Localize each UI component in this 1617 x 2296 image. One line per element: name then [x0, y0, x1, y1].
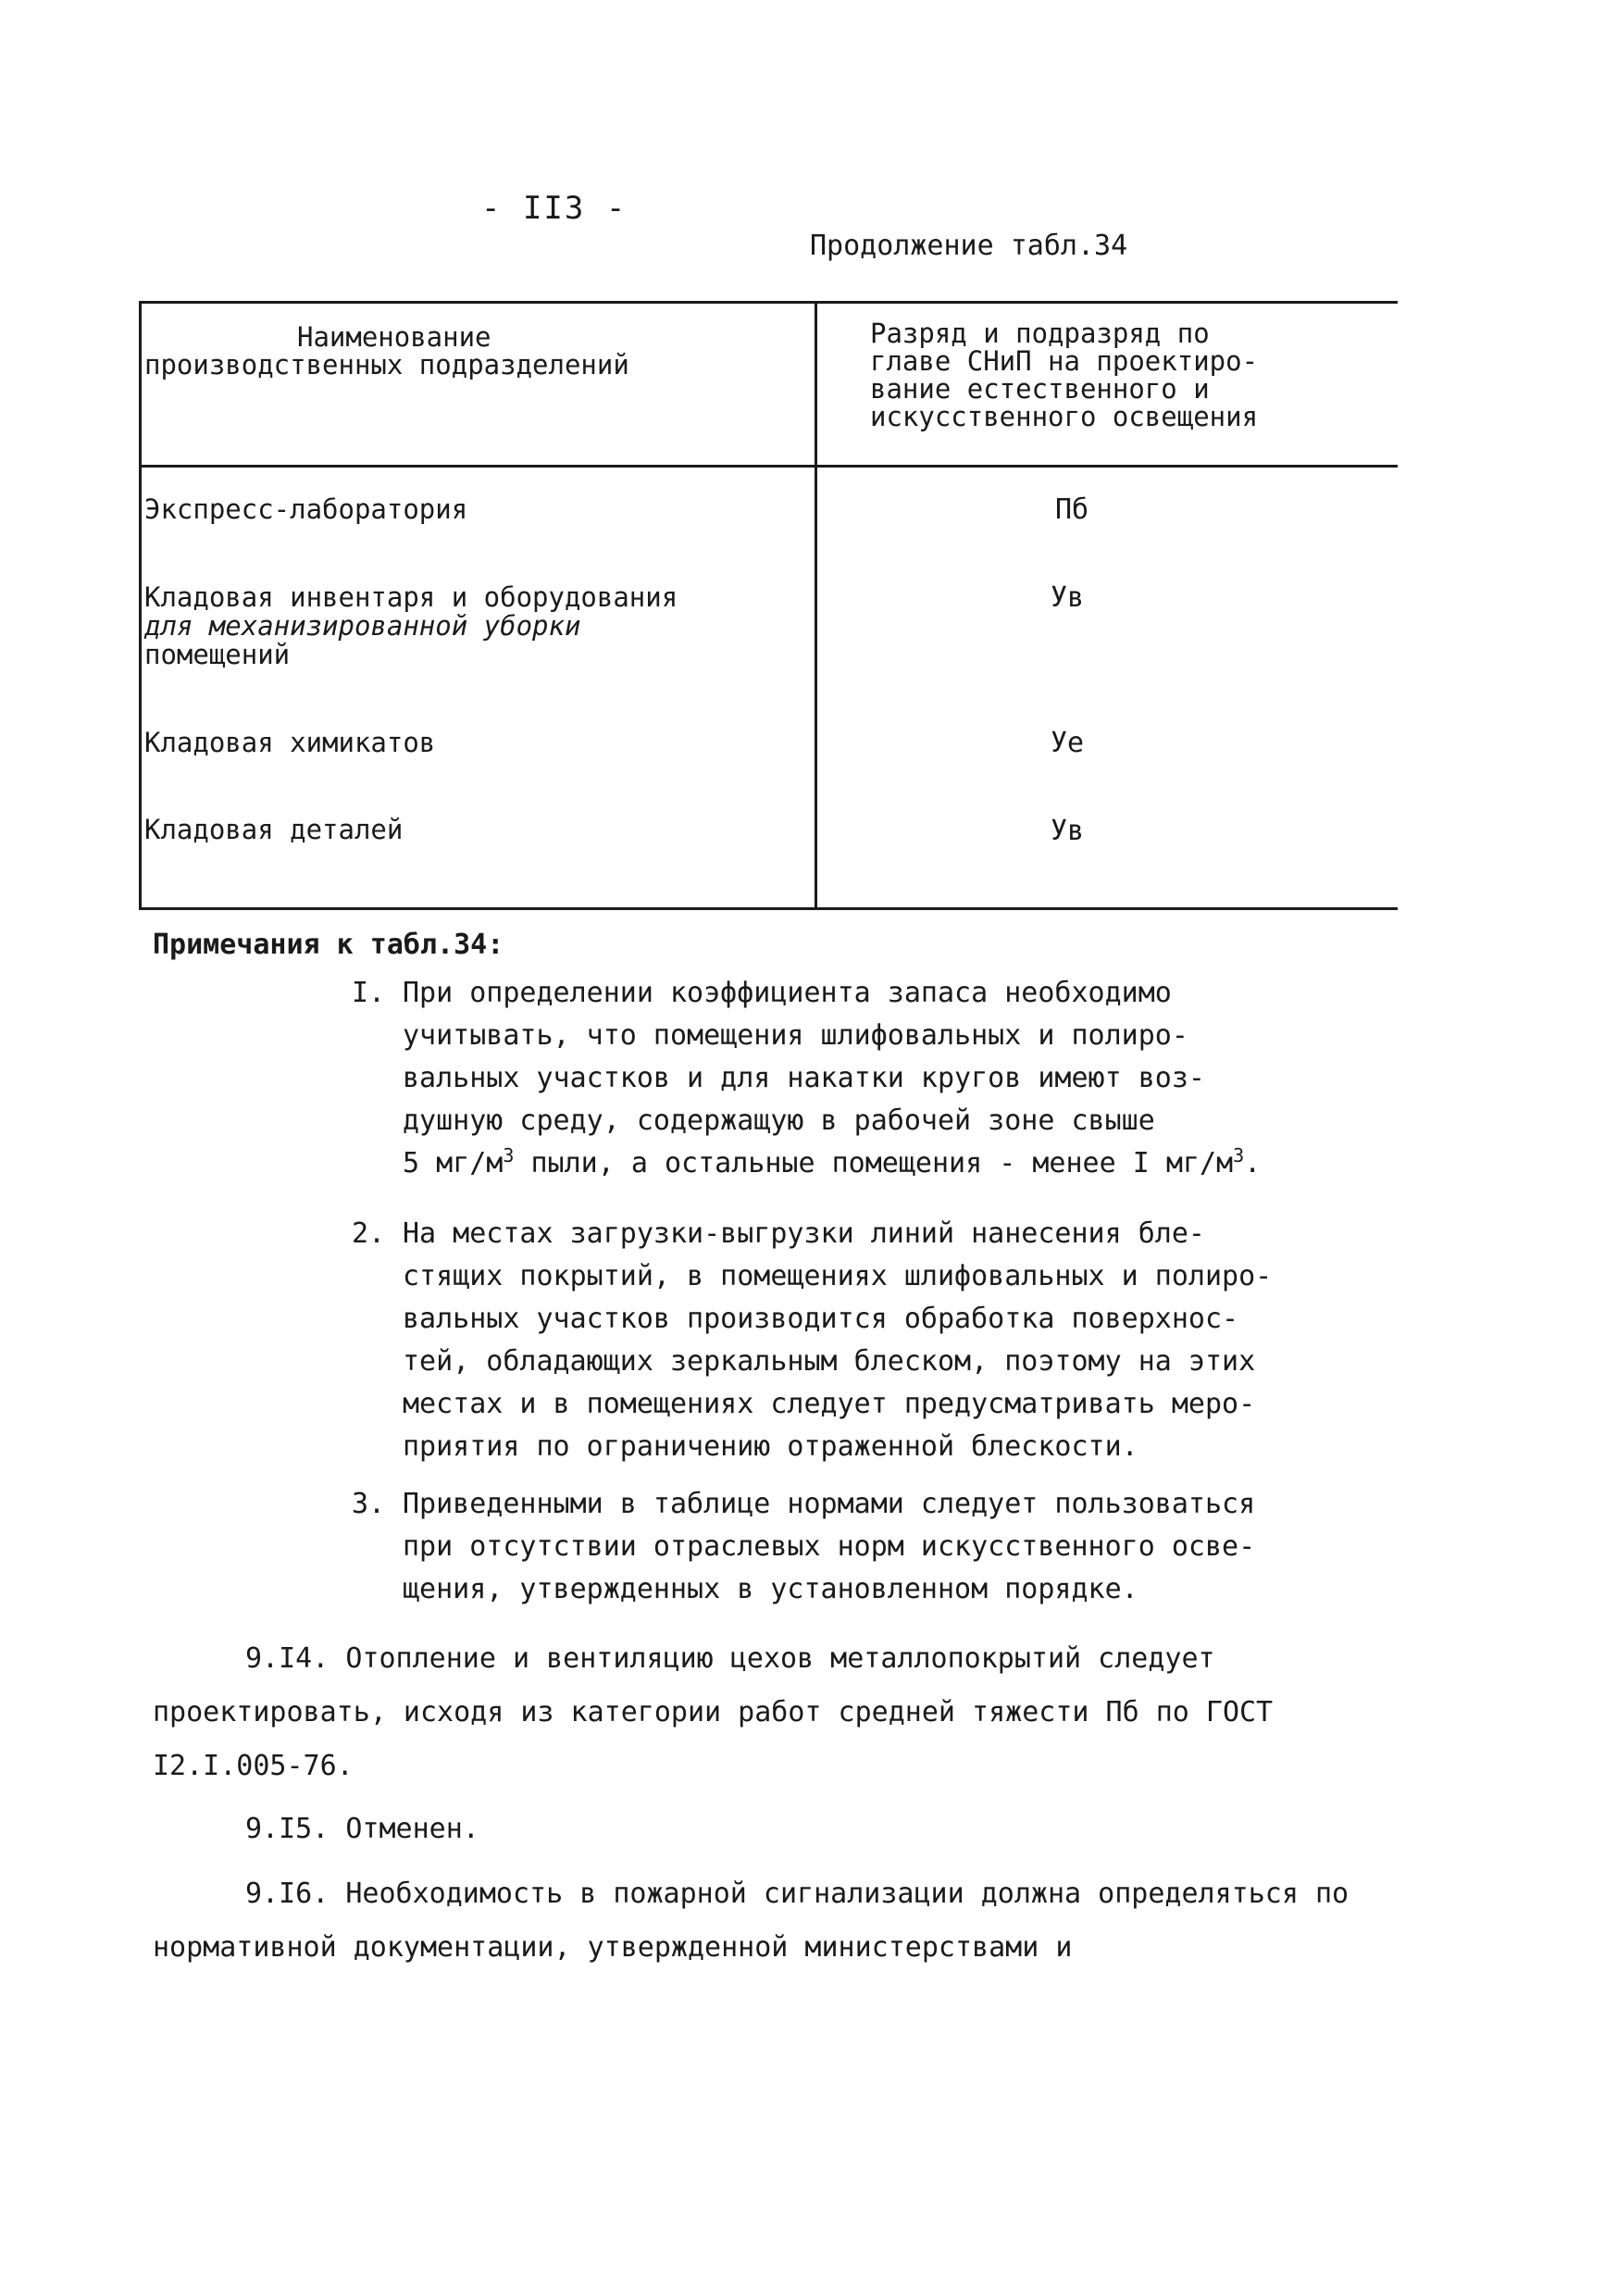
table-header-divider — [139, 465, 1398, 468]
note-line: Приведенными в таблице нормами следует пользоваться — [403, 1488, 1256, 1520]
note-number: I. — [352, 977, 386, 1009]
note-text — [352, 1213, 1388, 1468]
paragraph-9-14: 9.I4. Отопление и вентиляцию цехов металлопокрытий следует проектировать, исходя из категории работ средней тяжести Пб по ГОСТ I2.I.005-76. — [153, 1642, 1274, 1782]
row-name-line: помещений — [144, 639, 291, 670]
row-category: Уе — [1051, 727, 1085, 759]
table-left-border — [139, 301, 142, 910]
row-name-line: Кладовая химикатов — [144, 727, 436, 758]
note-line-segment: . — [1244, 1147, 1262, 1179]
row-category: Ув — [1051, 815, 1085, 847]
note-text — [352, 1483, 1388, 1611]
note-number: 2. — [352, 1217, 386, 1250]
note-text — [352, 972, 1388, 1185]
note-item — [352, 1213, 1388, 1468]
note-line: стящих покрытий, в помещениях шлифовальных и полиро- — [403, 1260, 1273, 1292]
note-item — [352, 972, 1388, 1185]
paragraph-9-15: 9.I5. Отменен. — [245, 1813, 479, 1845]
row-name-line: Кладовая деталей — [144, 814, 404, 845]
column-header-category-line: искусственного освещения — [870, 401, 1259, 432]
row-name-line: для механизированной уборки — [144, 610, 581, 642]
note-item — [352, 1483, 1388, 1611]
lighting-table — [139, 301, 1398, 912]
row-category: Ув — [1051, 581, 1085, 614]
superscript: 3 — [1233, 1144, 1245, 1167]
page-number: - II3 - — [481, 190, 628, 227]
note-line: вальных участков производится обработка поверхнос- — [403, 1303, 1239, 1335]
column-header-category-line: вание естественного и — [870, 373, 1210, 405]
table-bottom-border — [141, 907, 1398, 910]
column-header-name — [144, 323, 811, 379]
note-line: При определении коэффициента запаса необходимо — [403, 977, 1172, 1009]
note-line-segment: пыли, а остальные помещения - менее I мг/м — [514, 1147, 1234, 1179]
column-header-name-line2: производственных подразделений — [144, 349, 629, 381]
table-column-divider — [815, 301, 817, 910]
note-line: На местах загрузки-выгрузки линий нанесения бле- — [403, 1217, 1205, 1250]
note-line: вальных участков и для накатки кругов имеют воз- — [403, 1062, 1205, 1094]
superscript: 3 — [503, 1144, 515, 1167]
note-line — [403, 1142, 1388, 1185]
note-line: учитывать, что помещения шлифовальных и полиро- — [403, 1019, 1188, 1052]
column-header-name-line1: Наименование — [297, 321, 491, 353]
note-line-segment: 5 мг/м — [403, 1147, 504, 1179]
row-name — [144, 583, 811, 669]
column-header-category-line: Разряд и подразряд по — [870, 318, 1210, 349]
column-header-category-line: главе СНиП на проектиро- — [870, 345, 1259, 377]
column-header-category — [870, 319, 1388, 430]
note-line: при отсутствии отраслевых норм искусственного осве- — [403, 1530, 1256, 1563]
note-line: приятия по ограничению отраженной блескости. — [403, 1430, 1138, 1463]
notes-title: Примечания к табл.34: — [153, 929, 504, 961]
table-top-border — [139, 301, 1398, 304]
note-line: местах и в помещениях следует предусматривать меро- — [403, 1388, 1256, 1420]
row-name-line: Экспресс-лаборатория — [144, 493, 468, 525]
row-name — [144, 816, 811, 844]
paragraph-9-16: 9.I6. Необходимость в пожарной сигнализации должна определяться по нормативной документации, утвержденной министерствами и — [153, 1878, 1350, 1964]
row-category: Пб — [1055, 493, 1089, 526]
row-name — [144, 495, 811, 524]
note-line: душную среду, содержащую в рабочей зоне свыше — [403, 1104, 1155, 1137]
table-continuation-label: Продолжение табл.34 — [810, 230, 1128, 262]
note-line: щения, утвержденных в установленном порядке. — [403, 1573, 1138, 1605]
row-name — [144, 729, 811, 757]
note-number: 3. — [352, 1488, 386, 1520]
row-name-line: Кладовая инвентаря и оборудования — [144, 581, 678, 613]
note-line: тей, обладающих зеркальным блеском, поэтому на этих — [403, 1345, 1256, 1378]
